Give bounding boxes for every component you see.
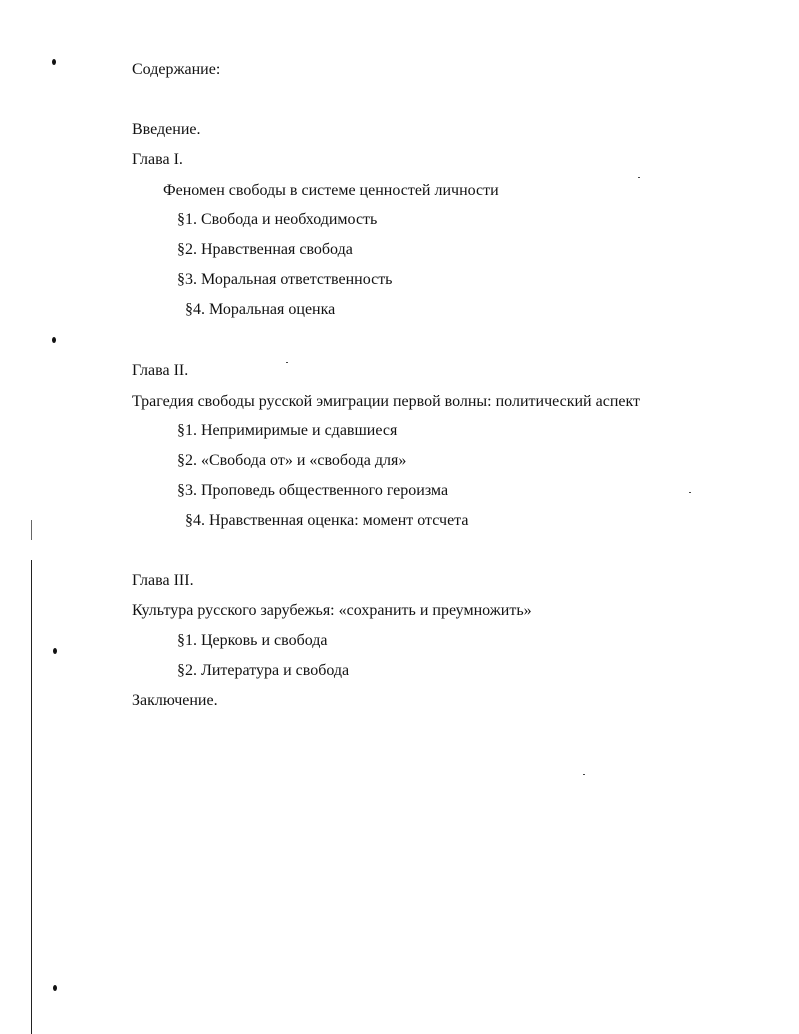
chapter3-title: Культура русского зарубежья: «сохранить и преумножить» xyxy=(132,602,532,619)
chapter1-section-4: §4. Моральная оценка xyxy=(185,301,336,318)
chapter2-section-4: §4. Нравственная оценка: момент отсчета xyxy=(185,512,469,529)
chapter2-section-1: §1. Непримиримые и сдавшиеся xyxy=(177,422,398,439)
scan-speck xyxy=(638,177,640,178)
chapter3-section-1: §1. Церковь и свобода xyxy=(177,632,328,649)
chapter3-heading: Глава III. xyxy=(132,572,194,589)
chapter2-section-2: §2. «Свобода от» и «свобода для» xyxy=(177,452,407,469)
punch-hole-mark xyxy=(52,59,56,65)
chapter1-section-2: §2. Нравственная свобода xyxy=(177,241,353,258)
scan-edge-mark xyxy=(31,520,32,540)
chapter2-heading: Глава II. xyxy=(132,362,189,379)
toc-intro: Введение. xyxy=(132,121,201,138)
scan-left-edge xyxy=(31,560,32,1034)
punch-hole-mark xyxy=(53,648,57,654)
chapter2-title: Трагедия свободы русской эмиграции первой волны: политический аспект xyxy=(132,393,641,410)
punch-hole-mark xyxy=(53,985,57,991)
punch-hole-mark xyxy=(52,337,56,343)
chapter2-section-3: §3. Проповедь общественного героизма xyxy=(177,482,449,499)
chapter1-heading: Глава I. xyxy=(132,151,183,168)
chapter1-title: Феномен свободы в системе ценностей личности xyxy=(163,182,499,199)
toc-title: Содержание: xyxy=(132,61,221,78)
chapter1-section-3: §3. Моральная ответственность xyxy=(177,271,393,288)
toc-conclusion: Заключение. xyxy=(132,692,218,709)
chapter1-section-1: §1. Свобода и необходимость xyxy=(177,211,378,228)
scan-speck xyxy=(583,774,585,775)
scan-speck xyxy=(286,362,288,363)
scan-speck xyxy=(689,492,691,493)
chapter3-section-2: §2. Литература и свобода xyxy=(177,662,350,679)
